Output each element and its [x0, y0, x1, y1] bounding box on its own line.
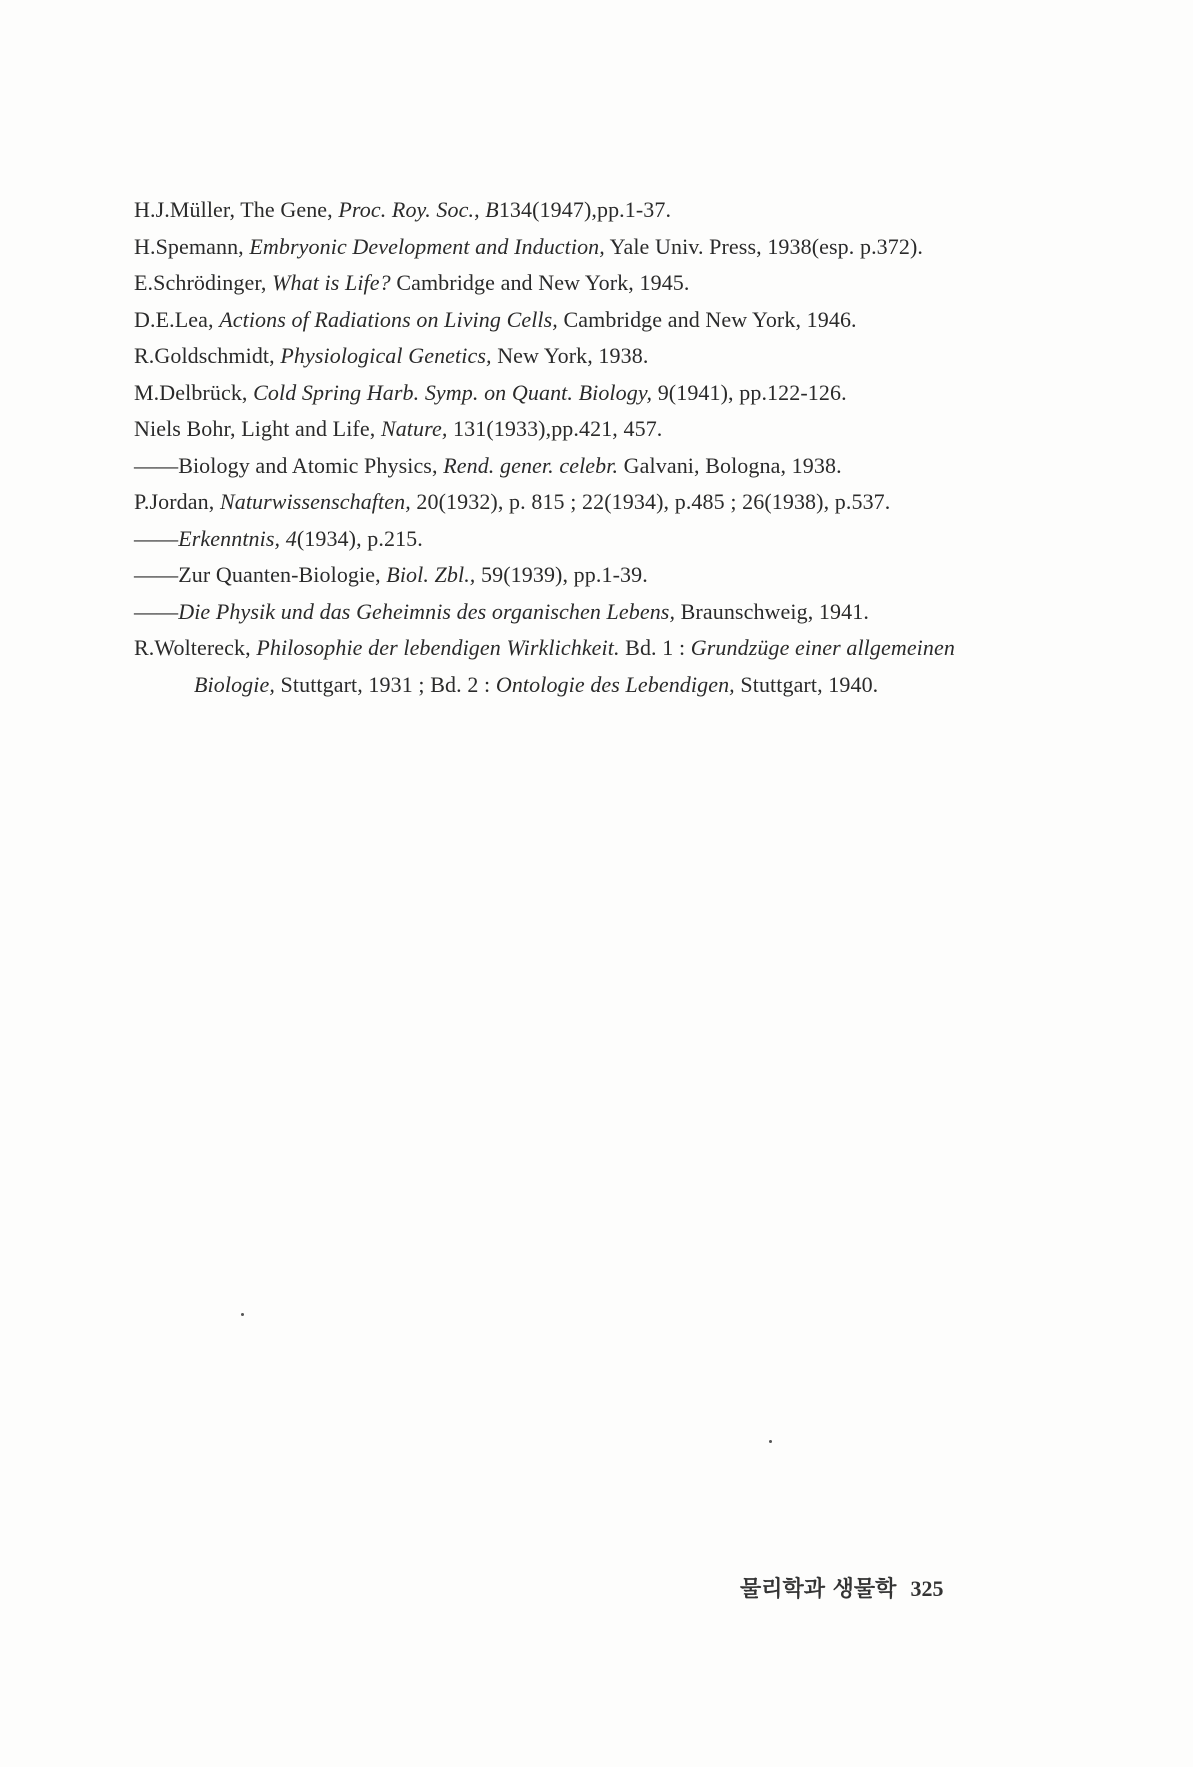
reference-text: ——: [134, 525, 179, 551]
reference-text: Stuttgart, 1931 ; Bd. 2 :: [274, 671, 496, 697]
reference-text: D.E.Lea,: [134, 306, 220, 332]
reference-italic-text: Ontologie des Lebendigen,: [495, 671, 735, 697]
reference-entry: [134, 594, 1034, 631]
speck-mark: [241, 1313, 244, 1316]
reference-text: 20(1932), p. 815 ; 22(1934), p.485 ; 26(1938), p.537.: [410, 489, 891, 514]
reference-text: P.Jordan,: [134, 489, 220, 514]
reference-italic-text: What is Life?: [272, 270, 391, 295]
reference-entry: [134, 630, 1034, 667]
reference-entry: [134, 265, 1034, 302]
reference-entry: [134, 302, 1034, 339]
reference-text: Cambridge and New York, 1945.: [390, 270, 690, 295]
speck-mark: [769, 1440, 772, 1443]
reference-text: Niels Bohr, Light and Life,: [134, 416, 381, 441]
reference-italic-text: B: [485, 197, 499, 222]
reference-text: 59(1939), pp.1-39.: [475, 562, 648, 587]
reference-text: 131(1933),pp.421, 457.: [447, 416, 663, 441]
reference-entry: [134, 338, 1034, 375]
reference-text: 134(1947),pp.1-37.: [498, 197, 672, 222]
reference-italic-text: Erkenntnis, 4: [178, 525, 297, 551]
reference-italic-text: Biol. Zbl.,: [386, 562, 476, 587]
reference-entry: [134, 448, 1034, 485]
reference-italic-text: Proc. Roy. Soc.: [338, 197, 475, 222]
reference-italic-text: Philosophie der lebendigen Wirklichkeit.: [256, 635, 620, 660]
reference-list: [134, 192, 1034, 703]
reference-text: ——Zur Quanten-Biologie,: [134, 562, 387, 587]
reference-italic-text: Physiological Genetics,: [280, 343, 492, 368]
reference-italic-text: Cold Spring Harb. Symp. on Quant. Biology,: [253, 379, 653, 405]
reference-entry: [134, 192, 1034, 229]
reference-text: H.Spemann,: [134, 233, 250, 259]
reference-entry: [134, 484, 1034, 521]
page-footer: [740, 1572, 943, 1603]
reference-text: 9(1941), pp.122-126.: [652, 379, 847, 405]
reference-text: R.Goldschmidt,: [134, 343, 281, 368]
reference-text: Braunschweig, 1941.: [675, 598, 869, 624]
reference-entry: [134, 411, 1034, 448]
reference-text: Galvani, Bologna, 1938.: [618, 452, 842, 478]
reference-italic-text: Embryonic Development and Induction,: [249, 233, 605, 259]
reference-italic-text: Biologie,: [194, 671, 275, 697]
reference-text: R.Woltereck,: [134, 635, 257, 660]
reference-italic-text: Rend. gener. celebr.: [443, 452, 619, 478]
reference-entry-continuation: [134, 667, 1034, 704]
reference-text: Bd. 1 :: [619, 635, 691, 660]
reference-italic-text: Naturwissenschaften,: [219, 489, 411, 514]
reference-text: Stuttgart, 1940.: [734, 671, 879, 697]
reference-entry: [134, 521, 1034, 558]
reference-text: H.J.Müller, The Gene,: [134, 197, 339, 222]
reference-text: ——Biology and Atomic Physics,: [134, 452, 444, 478]
reference-text: M.Delbrück,: [134, 379, 254, 405]
reference-italic-text: Nature,: [380, 416, 448, 441]
running-title: 물리학과 생물학: [740, 1577, 897, 1602]
reference-italic-text: Actions of Radiations on Living Cells,: [219, 306, 558, 332]
reference-text: Yale Univ. Press, 1938(esp. p.372).: [604, 233, 924, 259]
reference-text: New York, 1938.: [491, 343, 649, 368]
reference-entry: [134, 375, 1034, 412]
reference-entry: [134, 557, 1034, 594]
reference-text: (1934), p.215.: [296, 525, 423, 551]
page-number: 325: [910, 1576, 944, 1601]
reference-italic-text: Grundzüge einer allgemeinen: [690, 635, 955, 660]
reference-text: ——: [134, 598, 179, 624]
reference-entry: [134, 229, 1034, 266]
reference-text: ,: [474, 197, 486, 222]
reference-text: E.Schrödinger,: [134, 270, 273, 295]
reference-italic-text: Die Physik und das Geheimnis des organischen Lebens,: [178, 598, 676, 624]
reference-text: Cambridge and New York, 1946.: [557, 306, 857, 332]
